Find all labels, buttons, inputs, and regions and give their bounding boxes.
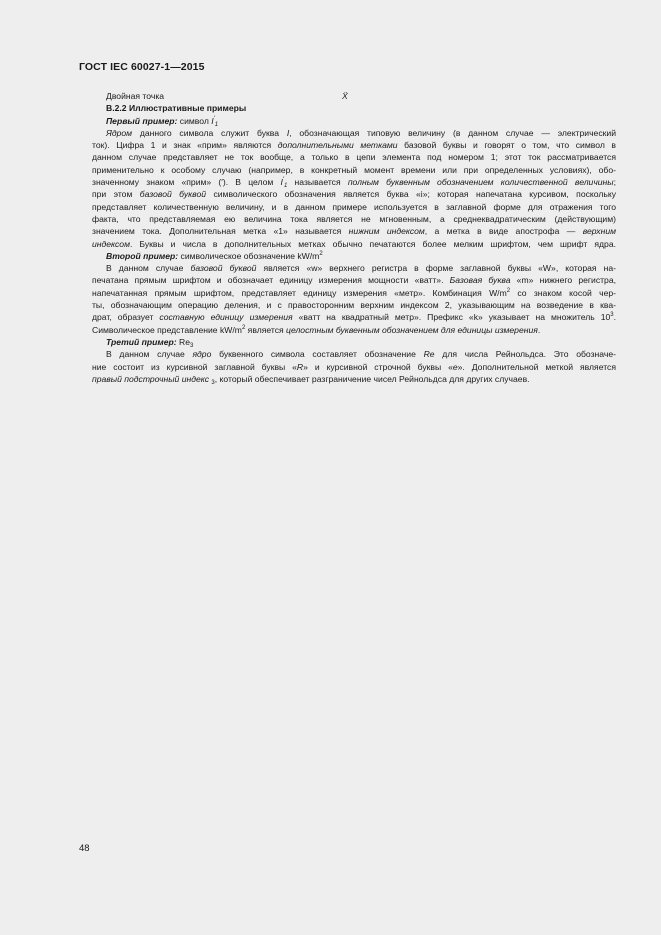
- example2-paragraph: В данном случае базовой буквой является «w» верхнего регистра в форме заглавной буквы «W», которая на- печатана прямым шрифтом и обозначает единицу измерения мощности «ватт». Базовая буква «m» нижнего регистра, напечатанная прямым шрифтом, представляет единицу измерения «метр». Комбинация $W/m^2$ со знаком косой чер- ты, обозначающим операцию деления, и с правосторонним верхним индексом 2, указывающим на возведение в ква- драт, образует составную единицу измерения «ватт на квадратный метр». Префикс «k» указывает на множитель $10^3$. Символическое представление $kW/m^2$ является целостным буквенным обозначением для единицы измерения.: [92, 263, 617, 335]
- term-symbol: Ẍ: [342, 91, 348, 101]
- example1-heading: Первый пример: символ $I'_1$: [106, 115, 219, 128]
- section-title: Иллюстративные примеры: [128, 103, 247, 114]
- example3-heading: Третий пример: $Re_3$: [106, 336, 194, 349]
- term-row: [92, 90, 616, 102]
- section-heading: [92, 102, 616, 114]
- page-body: [92, 90, 616, 385]
- term-label: Двойная точка: [106, 91, 165, 101]
- example1-symbol: $I'_1$: [211, 115, 219, 128]
- page-number: 48: [79, 843, 90, 854]
- example3-paragraph: В данном случае ядро буквенного символа составляет обозначение Re для числа Рейнольдса. Это обозначе- ние состоит из курсивной заглавной буквы «R» и курсивной строчной буквы «e». Дополнительной меткой является правый подстрочный индекс $_3$, который обеспечивает разграничение чисел Рейнольдса для других случаев.: [92, 349, 616, 386]
- document-header: ГОСТ IEC 60027-1—2015: [79, 61, 205, 73]
- example1-paragraph: Ядром данного символа служит буква I, обозначающая типовую величину (в данном случае — электрический ток). Цифра 1 и знак «прим» являются дополнительными метками базовой буквы и говорят о том, что символ в данном случае представляет не ток вообще, а только в цепи элемента под номером 1; этот ток рассматривается применительно к особому случаю (например, в конкретный момент времени или при определенных условиях), обо- значенному знаком «прим» (′). В целом $I'_1$ называется полным буквенным обозначением количественной величины; при этом базовой буквой символического обозначения является буква «i»; которая напечатана курсивом, поскольку представляет количественную величину, и в данном примере используется в заглавной форме для отражения того факта, что представляемая ею величина тока является не мгновенным, а среднеквадратическим (действующим) значением тока. Дополнительная метка «1» называется нижним индексом, а метка в виде апострофа — верхним индексом. Буквы и числа в дополнительных метках обычно печатаются более мелким шрифтом, чем шрифт ядра.: [92, 127, 617, 249]
- example2-heading: Второй пример: символическое обозначение $kW/m^2$: [106, 250, 323, 261]
- section-number: В.2.2: [106, 103, 127, 114]
